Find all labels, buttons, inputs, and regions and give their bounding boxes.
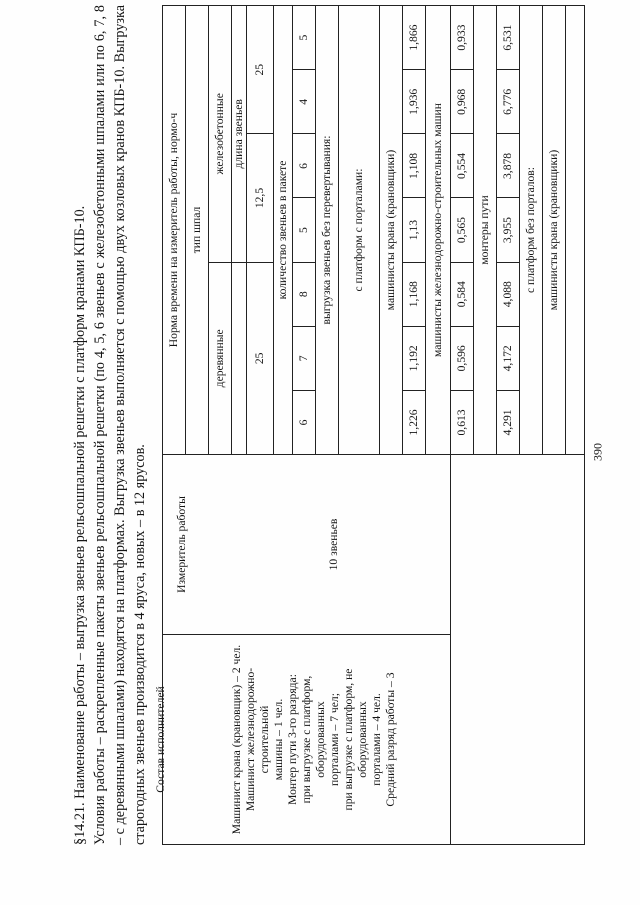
role-track-workers: монтеры пути [474,6,497,455]
staff-line: машины – 1 чел. [271,698,285,781]
value-cell: 3,955 [497,198,520,262]
count-cell: 6 [293,390,316,454]
length-wood: 25 [247,262,274,454]
value-cell: 0,554 [451,134,474,198]
work-conditions: Условия работы – раскрепленные пакеты звеньев рельсошпальной решетки (по 4, 5, 6 звеньев с железобетонными шпалами или по 6, 7, 8 – с деревянными шпалами) находятся на платформах. Выгрузка звеньев выполняется с помощью двух козловых кранов КПБ-10. Выгрузка старогодных звеньев производится в 4 яруса, новых – в 12 ярусов. [92,5,148,845]
section-heading: §14.21. Наименование работы – выгрузка звеньев рельсошпальной решетки с платформ кранами КПБ-10. [72,205,88,845]
sub-with-portals: с платформ с порталами: [339,6,380,455]
unit-value: 10 звеньев [326,518,340,571]
empty-left-cell [451,455,585,845]
role-rail-machines: машинисты железнодорожно-строительных машин [426,6,451,455]
sleeper-concrete: железобетонные [209,6,232,263]
role-crane-2: машинисты крана (крановщики) [543,6,566,455]
value-cell: 1,936 [403,70,426,134]
count-header: количество звеньев в пакете [274,6,293,455]
staff-line: при выгрузке с платформ, не оборудованных [341,668,369,811]
count-cell: 6 [293,134,316,198]
value-cell: 0,565 [451,198,474,262]
value-cell: 1,866 [403,6,426,70]
role-crane-1: машинисты крана (крановщики) [380,6,403,455]
value-cell: 4,088 [497,262,520,326]
staff-line: Монтер пути 3-го разряда: [285,674,299,805]
staff-cell [153,635,451,845]
value-cell: 0,596 [451,326,474,390]
count-cell: 5 [293,198,316,262]
value-cell: 0,584 [451,262,474,326]
sub-without-portals: с платформ без порталов: [520,6,543,455]
length-concrete-2: 25 [247,6,274,134]
staff-line: при выгрузке с платформ, оборудованных [299,675,327,804]
value-cell: 4,172 [497,326,520,390]
value-cell: 0,613 [451,390,474,454]
count-cell: 4 [293,70,316,134]
unit-header: Измеритель работы [174,496,188,593]
count-cell: 7 [293,326,316,390]
sleeper-wood: деревянные [209,262,232,454]
value-cell: 1,168 [403,262,426,326]
section-no-turn: выгрузка звеньев без перевертывания: [316,6,339,455]
staff-line: Машинист железнодорожно-строительной [243,667,271,812]
staff-line: порталами – 7 чел; [327,693,341,786]
value-cell: 6,776 [497,70,520,134]
value-cell: 4,291 [497,390,520,454]
norm-header: Норма времени на измеритель работы, нормо-ч [163,6,186,455]
staff-line: Машинист крана (крановщик) – 2 чел. [229,644,243,835]
value-cell: 0,933 [451,6,474,70]
value-cell: 0,968 [451,70,474,134]
count-cell: 8 [293,262,316,326]
value-cell: 1,226 [403,390,426,454]
count-cell: 5 [293,6,316,70]
value-cell: 3,878 [497,134,520,198]
value-cell: 1,108 [403,134,426,198]
time-norm-table [153,5,585,845]
rotated-content [70,5,590,845]
link-length-header: длина звеньев [232,6,247,263]
value-cell: 6,531 [497,6,520,70]
value-cell: 1,13 [403,198,426,262]
value-cell: 1,192 [403,326,426,390]
page-number: 390 [590,443,605,461]
unit-cell [163,455,451,635]
staff-line: порталами – 4 чел. [369,693,383,786]
staff-header: Состав исполнителей [153,686,167,793]
length-concrete-1: 12,5 [247,134,274,262]
staff-line: Средний разряд работы – 3 [383,672,397,807]
sleeper-type-header: тип шпал [186,6,209,455]
table-bottom-row [566,6,585,455]
